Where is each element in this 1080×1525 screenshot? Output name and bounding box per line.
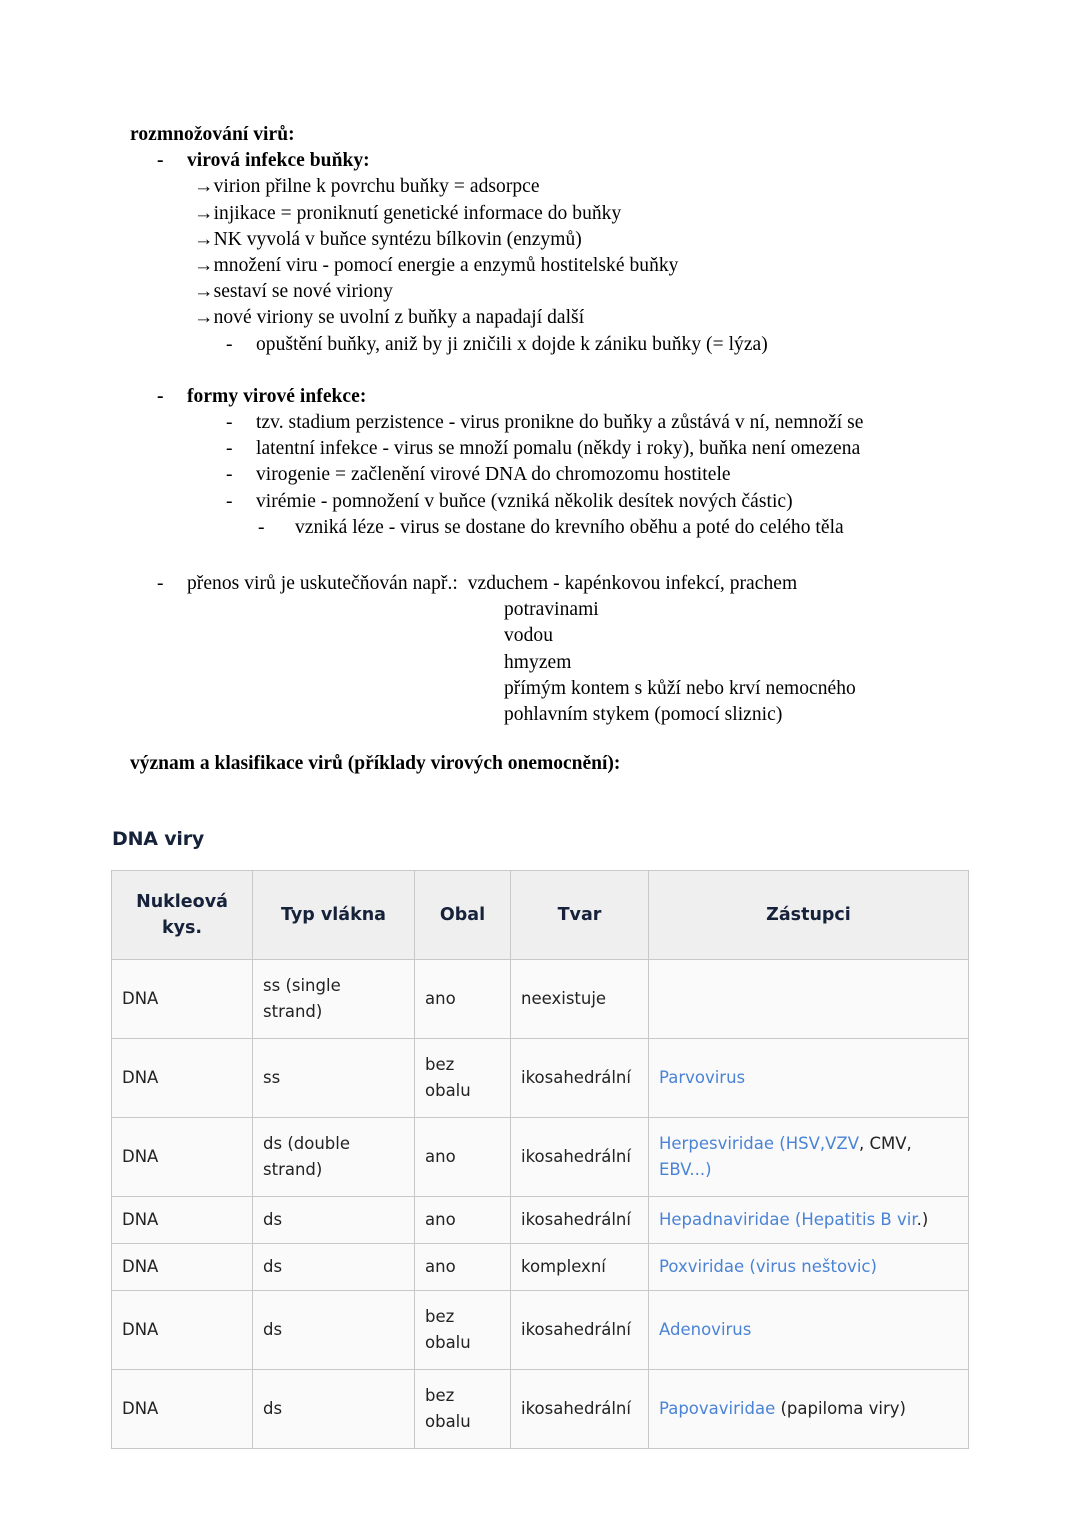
form-item-1 [226, 410, 1030, 436]
cell-nukleova-kys: DNA [112, 960, 253, 1039]
cell-tvar: ikosahedrální [511, 1118, 649, 1197]
prose-body [130, 122, 1030, 728]
section-1-title [157, 148, 1030, 174]
step-1 [194, 174, 1030, 200]
virus-link-text: Hepadnaviridae (Hepatitis B vir [659, 1210, 917, 1229]
arrow-icon: → [194, 255, 214, 277]
section-2-title-text: formy virové infekce: [187, 385, 367, 407]
transmission-item-6: pohlavním stykem (pomocí sliznic) [504, 704, 783, 726]
spacer [130, 358, 1030, 384]
arrow-icon: → [194, 307, 214, 329]
cell-nukleova-kys: DNA [112, 1291, 253, 1370]
cell-tvar: ikosahedrální [511, 1370, 649, 1449]
cell-typ-vlakna: ds [253, 1370, 415, 1449]
dash-bullet-icon: - [258, 516, 265, 538]
cell-zastupci [649, 1197, 969, 1244]
table-body [112, 960, 969, 1449]
dash-bullet-icon: - [226, 464, 233, 486]
arrow-icon: → [194, 176, 214, 198]
arrow-icon: → [194, 281, 214, 303]
column-header-obal: Obal [415, 871, 511, 960]
virus-link-text: Papovaviridae [659, 1399, 781, 1418]
form-item-4-subitem-text: vzniká léze - virus se dostane do krevního oběhu a poté do celého těla [295, 516, 844, 538]
cell-nukleova-kys: DNA [112, 1197, 253, 1244]
step-6-substep-text: opuštění buňky, aniž by ji zničili x dojde k zániku buňky (= lýza) [256, 333, 768, 355]
transmission-item-4: hmyzem [504, 651, 572, 673]
transmission-item-2: potravinami [504, 599, 599, 621]
form-item-4-subitem [258, 515, 1030, 541]
virus-link-text: Herpesviridae (HSV,VZV [659, 1134, 859, 1153]
table-row [112, 1370, 969, 1449]
cell-nukleova-kys: DNA [112, 1039, 253, 1118]
table-row [112, 1118, 969, 1197]
dash-bullet-icon: - [157, 573, 164, 595]
table-row [112, 1197, 969, 1244]
transmission-item-1: vzduchem - kapénkovou infekcí, prachem [467, 573, 798, 595]
cell-typ-vlakna: ds (double strand) [253, 1118, 415, 1197]
arrow-icon: → [194, 228, 214, 250]
table-row [112, 1039, 969, 1118]
cell-zastupci [649, 1370, 969, 1449]
dash-bullet-icon: - [226, 490, 233, 512]
form-item-1-text: tzv. stadium perzistence - virus pronikne do buňky a zůstává v ní, nemnoží se [256, 412, 864, 434]
step-2 [194, 201, 1030, 227]
virus-plain-text: .) [916, 1210, 929, 1229]
cell-tvar: ikosahedrální [511, 1197, 649, 1244]
cell-zastupci [649, 1118, 969, 1197]
form-item-4 [226, 489, 1030, 515]
cell-typ-vlakna: ss (single strand) [253, 960, 415, 1039]
column-header-nukleova-kys [112, 871, 253, 960]
section-1-title-text: virová infekce buňky: [187, 150, 370, 172]
spacer [130, 541, 1030, 571]
header-line-1: Nukleová [136, 892, 228, 912]
cell-tvar: komplexní [511, 1244, 649, 1291]
cell-typ-vlakna: ss [253, 1039, 415, 1118]
cell-zastupci [649, 1291, 969, 1370]
virus-plain-text: (papiloma viry) [780, 1399, 906, 1418]
cell-typ-vlakna: ds [253, 1197, 415, 1244]
table-row [112, 1291, 969, 1370]
cell-obal: ano [415, 1244, 511, 1291]
form-item-3 [226, 462, 1030, 488]
column-header-typ-vlakna: Typ vlákna [253, 871, 415, 960]
step-6-substep [226, 332, 1030, 358]
cell-nukleova-kys: DNA [112, 1370, 253, 1449]
cell-obal: ano [415, 1197, 511, 1244]
header-line-2: kys. [161, 918, 203, 938]
dash-bullet-icon: - [226, 333, 233, 355]
cell-obal: ano [415, 960, 511, 1039]
cell-typ-vlakna: ds [253, 1291, 415, 1370]
step-1-text: virion přilne k povrchu buňky = adsorpce [213, 176, 540, 198]
step-3-text: NK vyvolá v buňce syntézu bílkovin (enzymů) [213, 228, 582, 250]
step-6 [194, 305, 1030, 331]
transmission-lead-row [157, 571, 1030, 597]
step-2-text: injikace = proniknutí genetické informace do buňky [213, 202, 622, 224]
cell-obal: bez obalu [415, 1370, 511, 1449]
virus-link-text: Adenovirus [659, 1320, 752, 1339]
column-header-zastupci: Zástupci [649, 871, 969, 960]
transmission-lead: přenos virů je uskutečňován např.: [187, 573, 458, 595]
step-3 [194, 227, 1030, 253]
virus-link-text: (virus neštovic) [749, 1257, 877, 1276]
virus-link-text: Poxviridae [659, 1257, 750, 1276]
cell-nukleova-kys: DNA [112, 1244, 253, 1291]
cell-obal: bez obalu [415, 1291, 511, 1370]
dash-bullet-icon: - [157, 150, 164, 172]
dna-virus-table [111, 870, 969, 1449]
step-4 [194, 253, 1030, 279]
dash-bullet-icon: - [226, 412, 233, 434]
section-2-title [157, 384, 1030, 410]
form-item-2 [226, 436, 1030, 462]
section-heading-klasifikace: význam a klasifikace virů (příklady virových onemocnění): [130, 753, 621, 774]
cell-tvar: ikosahedrální [511, 1291, 649, 1370]
cell-nukleova-kys: DNA [112, 1118, 253, 1197]
virus-plain-text: , CMV, [859, 1134, 912, 1153]
cell-obal: ano [415, 1118, 511, 1197]
step-6-text: nové viriony se uvolní z buňky a napadají další [213, 307, 585, 329]
cell-obal: bez obalu [415, 1039, 511, 1118]
dash-bullet-icon: - [157, 385, 164, 407]
form-item-3-text: virogenie = začlenění virové DNA do chromozomu hostitele [256, 464, 731, 486]
column-header-tvar: Tvar [511, 871, 649, 960]
cell-tvar: ikosahedrální [511, 1039, 649, 1118]
transmission-item-3: vodou [504, 625, 553, 647]
step-5 [194, 279, 1030, 305]
step-5-text: sestaví se nové viriony [213, 281, 393, 303]
main-heading: rozmnožování virů: [130, 124, 295, 145]
transmission-item-5: přímým kontem s kůží nebo krví nemocného [504, 677, 856, 699]
cell-zastupci [649, 1244, 969, 1291]
form-item-2-text: latentní infekce - virus se množí pomalu (někdy i roky), buňka není omezena [256, 438, 861, 460]
arrow-icon: → [194, 202, 214, 224]
form-item-4-text: virémie - pomnožení v buňce (vzniká několik desítek nových částic) [256, 490, 793, 512]
table-row [112, 1244, 969, 1291]
virus-link-text: EBV...) [659, 1160, 712, 1179]
dash-bullet-icon: - [226, 438, 233, 460]
virus-link-text: Parvovirus [659, 1068, 746, 1087]
step-4-text: množení viru - pomocí energie a enzymů hostitelské buňky [213, 255, 679, 277]
cell-typ-vlakna: ds [253, 1244, 415, 1291]
cell-zastupci [649, 1039, 969, 1118]
table-row [112, 960, 969, 1039]
transmission-spacer [458, 573, 468, 594]
cell-zastupci [649, 960, 969, 1039]
cell-tvar: neexistuje [511, 960, 649, 1039]
table-header-row [112, 871, 969, 960]
table-title: DNA viry [112, 828, 205, 850]
